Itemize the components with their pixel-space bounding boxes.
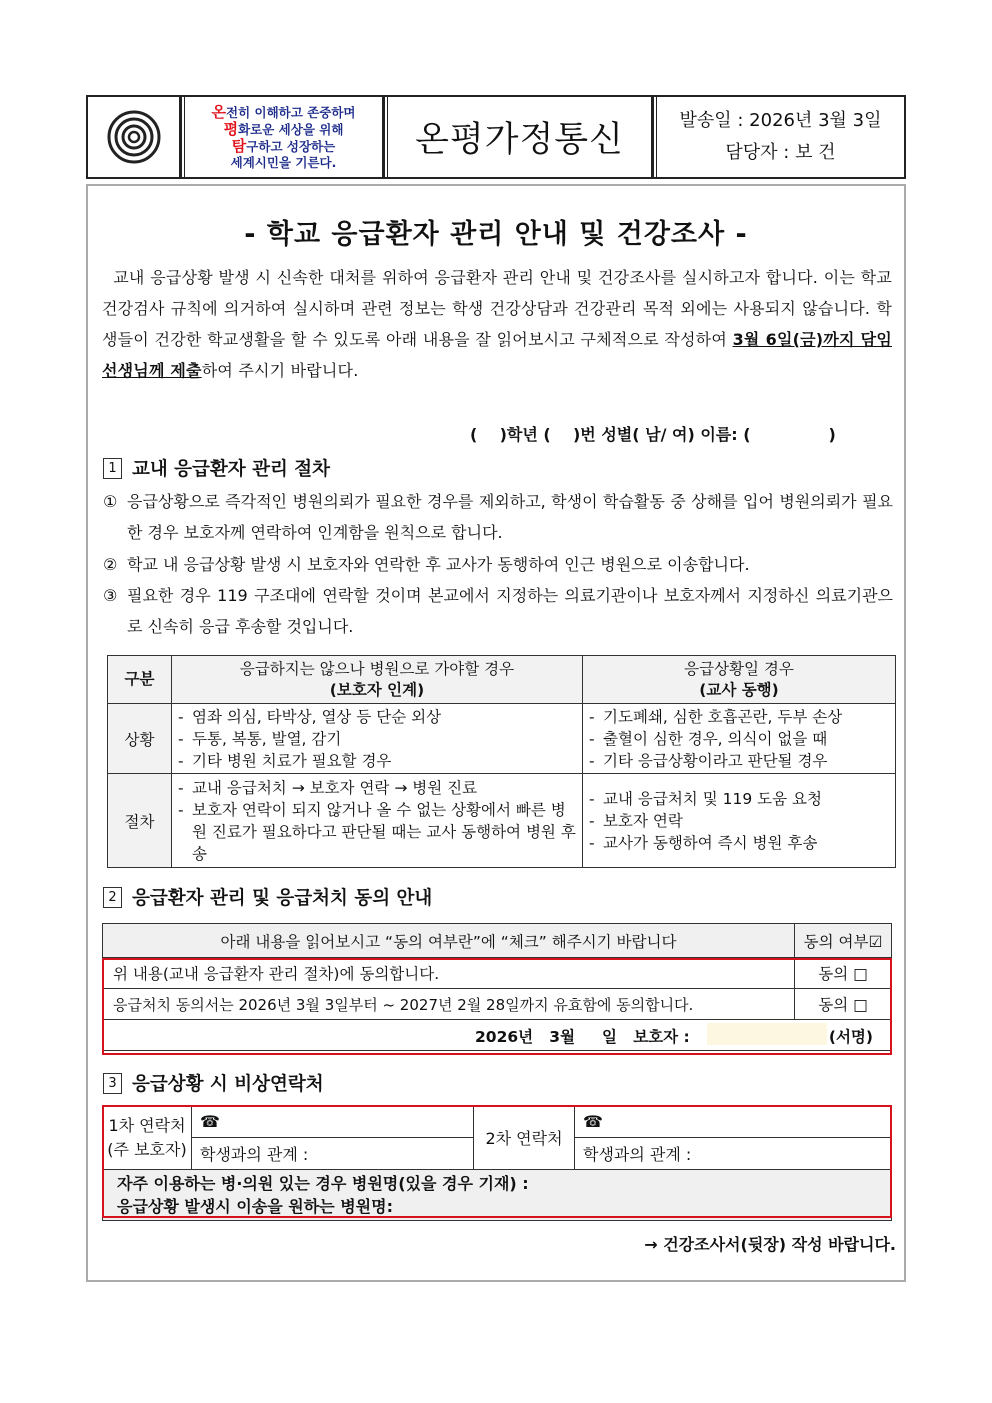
phone-icon: ☎ — [200, 1112, 220, 1131]
person-in-charge: 담당자 : 보 건 — [725, 142, 836, 163]
section-number: 3 — [103, 1073, 122, 1094]
newsletter-header — [86, 95, 906, 179]
table-row: 상황 - 염좌 의심, 타박상, 열상 등 단순 외상 - 두통, 복통, 발열, 감기 - 기타 병원 치료가 필요할 경우 - 기도폐쇄, 심한 호흡곤란, 두부 손상 - 출혈이 심한 경우, 의식이 없을 때 - 기타 응급상황이라고 판단될 경우 — [108, 704, 896, 774]
contact-highlight-box — [102, 1105, 892, 1218]
consent-row: 응급처치 동의서는 2026년 3월 3일부터 ~ 2027년 2월 28일까지 유효함에 동의합니다. 동의 □ — [103, 989, 892, 1020]
section3-heading: 3 응급상황 시 비상연락처 — [103, 1070, 324, 1096]
signature-date-line: 2026년 3월 일 보호자 : — [475, 1028, 690, 1046]
first-contact-label: 1차 연락처 (주 보호자) — [103, 1106, 192, 1170]
student-info-line: ( )학년 ( )번 성별( 남/ 여) 이름: ( ) — [470, 425, 836, 444]
logo-cell — [88, 97, 181, 177]
school-emblem-icon — [106, 109, 162, 165]
consent-checkbox[interactable]: 동의 □ — [795, 958, 892, 989]
intro-paragraph: 교내 응급상황 발생 시 신속한 대처를 위하여 응급환자 관리 안내 및 건강조사를 실시하고자 합니다. 이는 학교건강검사 규칙에 의거하여 실시하며 관련 정보는 학생 건강상담과 건강관리 목적 외에는 사용되지 않습니다. 학생들이 건강한 학교생활을 할 수 있도록 아래 내용을 잘 읽어보시고 구체적으로 작성하여 3월 6일(금)까지 담임선생님께 제출하여 주시기 바랍니다. — [102, 268, 892, 380]
section2-heading: 2 응급환자 관리 및 응급처치 동의 안내 — [103, 884, 432, 910]
deadline-emphasis: 3월 6일(금)까지 담임선생님께 제출 — [102, 330, 892, 380]
footer-note: → 건강조사서(뒷장) 작성 바랍니다. — [644, 1235, 896, 1254]
consent-row: 위 내용(교내 응급환자 관리 절차)에 동의합니다. 동의 □ — [103, 958, 892, 989]
hospital-preference[interactable]: 자주 이용하는 병·의원 있는 경우 병원명(있을 경우 기재) : 응급상황 발생시 이송을 원하는 병원명: — [103, 1170, 892, 1221]
phone-icon: ☎ — [583, 1112, 603, 1131]
section1-heading: 1 교내 응급환자 관리 절차 — [103, 455, 330, 481]
section-number: 2 — [103, 887, 122, 908]
school-motto — [181, 97, 384, 177]
motto-line: 세계시민을 기른다. — [230, 154, 337, 170]
second-contact-label: 2차 연락처 — [474, 1106, 575, 1170]
issue-meta — [653, 97, 904, 177]
second-contact-relation[interactable]: 학생과의 관계 : — [575, 1138, 892, 1170]
table-header-non-urgent: 응급하지는 않으나 병원으로 가야할 경우 (보호자 인계) — [172, 656, 583, 704]
procedure-item: ② 학교 내 응급상황 발생 시 보호자와 연락한 후 교사가 동행하여 인근 병원으로 이송합니다. — [103, 555, 750, 574]
motto-line: 탐구하고 성장하는 — [231, 136, 336, 155]
motto-line: 온전히 이해하고 존중하며 — [211, 102, 356, 121]
procedure-item: ① 응급상황으로 즉각적인 병원의뢰가 필요한 경우를 제외하고, 학생이 학습활동 중 상해를 입어 병원의뢰가 필요한 경우 보호자께 연락하여 인계함을 원칙으로 합니다. — [103, 492, 893, 542]
table-header-urgent: 응급상황일 경우 (교사 동행) — [583, 656, 896, 704]
consent-checkbox[interactable]: 동의 □ — [795, 989, 892, 1020]
motto-line: 평화로운 세상을 위해 — [223, 119, 344, 138]
table-header-category: 구분 — [108, 656, 172, 704]
section-number: 1 — [103, 458, 122, 479]
newsletter-title: 온평가정통신 — [384, 97, 653, 177]
issue-date: 발송일 : 2026년 3월 3일 — [679, 110, 882, 131]
signature-label: (서명) — [828, 1028, 873, 1046]
consent-check-header: 동의 여부☑ — [795, 924, 892, 958]
document-title: - 학교 응급환자 관리 안내 및 건강조사 - — [244, 219, 748, 250]
consent-instruction: 아래 내용을 읽어보시고 “동의 여부란”에 “체크” 해주시기 바랍니다 — [103, 924, 795, 958]
consent-highlight-box — [102, 958, 892, 1055]
table-row: 절차 - 교내 응급처치 → 보호자 연락 → 병원 진료 - 보호자 연락이 되지 않거나 올 수 없는 상황에서 빠른 병원 진료가 필요하다고 판단될 때는 교사 동행하여 병원 후송 - 교내 응급처치 및 119 도움 요청 - 보호자 연락 - 교사가 동행하여 즉시 병원 후송 — [108, 774, 896, 868]
procedure-item: ③ 필요한 경우 119 구조대에 연락할 것이며 본교에서 지정하는 의료기관이나 보호자께서 지정하신 의료기관으로 신속히 응급 후송할 것입니다. — [103, 586, 893, 636]
emergency-procedure-table — [107, 655, 896, 868]
first-contact-relation[interactable]: 학생과의 관계 : — [192, 1138, 474, 1170]
